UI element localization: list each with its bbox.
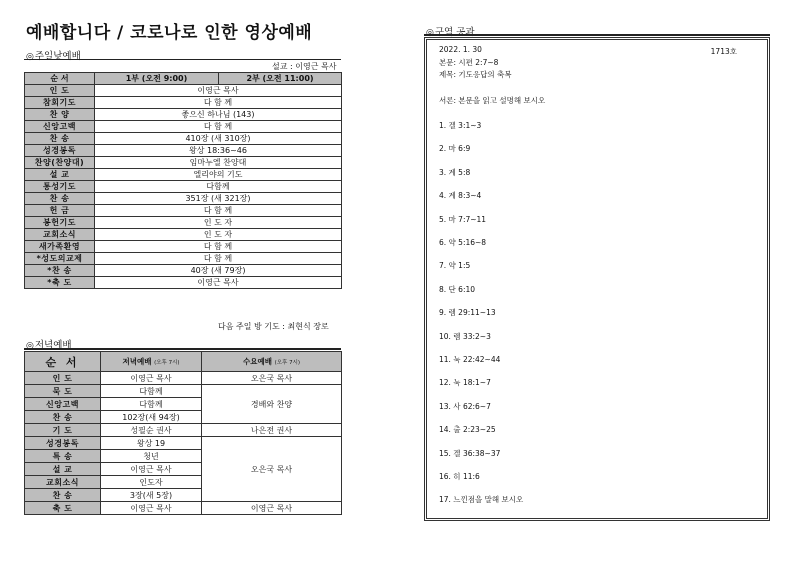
- morning-row: [25, 157, 342, 169]
- circle-bullet-icon: ◎: [426, 28, 434, 38]
- morning-item-value: 410장 (새 310장): [95, 133, 342, 145]
- study-date: 2022. 1. 30: [439, 45, 482, 54]
- morning-row: [25, 133, 342, 145]
- evening-item-label: 축 도: [25, 502, 101, 515]
- morning-row: [25, 241, 342, 253]
- morning-row: [25, 181, 342, 193]
- study-question: 7. 약 1:5: [439, 261, 471, 271]
- morning-divider: [24, 59, 341, 60]
- morning-item-label: 찬 양: [25, 109, 95, 121]
- evening-divider: [24, 348, 341, 350]
- study-question: 12. 눅 18:1~7: [439, 378, 491, 388]
- morning-row: [25, 169, 342, 181]
- wednesday-value: 오은국 목사: [202, 437, 342, 502]
- evening-row: [25, 437, 342, 450]
- study-question: 4. 계 8:3~4: [439, 191, 482, 201]
- study-question: 6. 약 5:16~8: [439, 238, 487, 247]
- morning-item-label: 참회기도: [25, 97, 95, 109]
- study-question: 13. 사 62:6~7: [439, 401, 491, 411]
- morning-item-label: 봉헌기도: [25, 217, 95, 229]
- study-question: 2. 마 6:9: [439, 144, 471, 154]
- morning-item-label: 헌 금: [25, 205, 95, 217]
- study-question: 14. 출 2:23~25: [439, 425, 496, 435]
- wednesday-value: 이영근 목사: [202, 502, 342, 515]
- sunday-evening-value: 다함께: [101, 398, 202, 411]
- evening-item-label: 신앙고백: [25, 398, 101, 411]
- morning-item-label: 신앙고백: [25, 121, 95, 133]
- wednesday-time: (오후 7시): [274, 360, 301, 366]
- evening-item-label: 특 송: [25, 450, 101, 463]
- morning-row: [25, 121, 342, 133]
- wednesday-value: 경배와 찬양: [202, 385, 342, 424]
- morning-section-label: ◎주일낮예배: [26, 51, 81, 62]
- evening-item-label: 찬 송: [25, 411, 101, 424]
- study-question: 9. 렘 29:11~13: [439, 308, 496, 318]
- morning-item-value: 다 함 께: [95, 241, 342, 253]
- morning-item-label: *성도의교제: [25, 253, 95, 265]
- morning-item-value: 다 함 께: [95, 253, 342, 265]
- sunday-evening-title: 저녁예배: [122, 357, 152, 366]
- study-question: 11. 눅 22:42~44: [439, 355, 501, 364]
- evening-item-label: 성경봉독: [25, 437, 101, 450]
- study-question: 1. 겔 3:1~3: [439, 121, 482, 130]
- study-question: 10. 렘 33:2~3: [439, 331, 491, 341]
- study-divider: [424, 34, 770, 36]
- morning-item-label: 통성기도: [25, 181, 95, 193]
- morning-row: [25, 109, 342, 121]
- morning-item-label: 설 교: [25, 169, 95, 181]
- morning-item-label: 찬 송: [25, 133, 95, 145]
- evening-header-sunday: [101, 352, 202, 372]
- sunday-evening-value: 왕상 19: [101, 437, 202, 450]
- morning-row: [25, 205, 342, 217]
- circle-bullet-icon: ◎: [26, 52, 34, 62]
- morning-row: [25, 85, 342, 97]
- evening-header-order: 순 서: [25, 352, 101, 372]
- wednesday-value: 오은국 목사: [202, 372, 342, 385]
- morning-item-label: 교회소식: [25, 229, 95, 241]
- morning-item-label: *축 도: [25, 277, 95, 289]
- sermon-by: 설교 : 이영근 목사: [272, 62, 337, 71]
- morning-item-label: 성경봉독: [25, 145, 95, 157]
- page-title: 예배합니다 / 코로나로 인한 영상예배: [26, 23, 313, 43]
- morning-item-value: 임마누엘 찬양대: [95, 157, 342, 169]
- study-question: 8. 단 6:10: [439, 284, 476, 294]
- morning-row: [25, 277, 342, 289]
- evening-item-label: 찬 송: [25, 489, 101, 502]
- morning-item-label: 찬양(찬양대): [25, 157, 95, 169]
- evening-row: [25, 385, 342, 398]
- morning-item-value: 인 도 자: [95, 229, 342, 241]
- evening-header-wednesday: [202, 352, 342, 372]
- evening-item-label: 기 도: [25, 424, 101, 437]
- evening-row: [25, 424, 342, 437]
- morning-item-value: 엘리야의 기도: [95, 169, 342, 181]
- study-text: 본문: 시편 2:7~8: [439, 58, 499, 67]
- sunday-evening-value: 인도자: [101, 476, 202, 489]
- evening-header-row: [25, 352, 342, 372]
- study-topic: 제목: 기도응답의 축복: [439, 70, 512, 79]
- study-question: 15. 겔 36:38~37: [439, 448, 501, 458]
- morning-row: [25, 253, 342, 265]
- study-section-label: ◎구역 공과: [426, 27, 475, 38]
- morning-item-value: 왕상 18:36~46: [95, 145, 342, 157]
- evening-section-label: ◎저녁예배: [26, 340, 72, 351]
- morning-item-label: 찬 송: [25, 193, 95, 205]
- sunday-evening-value: 102장(새 94장): [101, 411, 202, 424]
- morning-item-value: 다 함 께: [95, 205, 342, 217]
- sunday-evening-value: 이영근 목사: [101, 372, 202, 385]
- morning-row: [25, 229, 342, 241]
- evening-item-label: 묵 도: [25, 385, 101, 398]
- study-intro: 서론: 본문을 읽고 설명해 보시오: [439, 96, 546, 105]
- morning-header-cell: 순 서: [25, 73, 95, 85]
- sunday-evening-time: (오후 7시): [154, 360, 180, 366]
- morning-item-value: 이영근 목사: [95, 277, 342, 289]
- circle-bullet-icon: ◎: [26, 341, 34, 351]
- morning-header-cell: 1부 (오전 9:00): [95, 73, 219, 85]
- sunday-evening-value: 청년: [101, 450, 202, 463]
- sunday-evening-value: 3장(새 5장): [101, 489, 202, 502]
- study-question: 3. 계 5:8: [439, 167, 471, 177]
- morning-item-value: 인 도 자: [95, 217, 342, 229]
- morning-row: [25, 265, 342, 277]
- morning-item-value: 351장 (새 321장): [95, 193, 342, 205]
- morning-item-value: 좋으신 하나님 (143): [95, 109, 342, 121]
- morning-item-value: 이영근 목사: [95, 85, 342, 97]
- morning-item-label: 새가족환영: [25, 241, 95, 253]
- sunday-evening-value: 이영근 목사: [101, 463, 202, 476]
- study-question: 16. 히 11:6: [439, 472, 480, 481]
- morning-item-value: 40장 (새 79장): [95, 265, 342, 277]
- morning-row: [25, 97, 342, 109]
- study-question: 17. 느낀점을 말해 보시오: [439, 495, 524, 505]
- morning-item-label: *찬 송: [25, 265, 95, 277]
- morning-row: [25, 193, 342, 205]
- morning-item-label: 인 도: [25, 85, 95, 97]
- evening-item-label: 인 도: [25, 372, 101, 385]
- next-week-prayer: 다음 주일 방 기도 : 최현식 장로: [218, 322, 329, 331]
- study-question: 5. 마 7:7~11: [439, 214, 487, 224]
- morning-item-value: 다 함 께: [95, 121, 342, 133]
- evening-worship-table: [24, 351, 342, 515]
- morning-header-cell: 2부 (오전 11:00): [219, 73, 342, 85]
- morning-worship-table: [24, 72, 342, 289]
- evening-item-label: 설 교: [25, 463, 101, 476]
- evening-item-label: 교회소식: [25, 476, 101, 489]
- wednesday-title: 수요예배: [242, 357, 272, 366]
- morning-item-value: 다 함 께: [95, 97, 342, 109]
- sunday-evening-value: 성필순 권사: [101, 424, 202, 437]
- evening-row: [25, 372, 342, 385]
- morning-item-value: 다함께: [95, 181, 342, 193]
- morning-header-row: [25, 73, 342, 85]
- sunday-evening-value: 이영근 목사: [101, 502, 202, 515]
- wednesday-value: 나은전 권사: [202, 424, 342, 437]
- morning-row: [25, 217, 342, 229]
- issue-number: 1713호: [710, 47, 737, 56]
- sunday-evening-value: 다함께: [101, 385, 202, 398]
- evening-row: [25, 502, 342, 515]
- morning-row: [25, 145, 342, 157]
- study-box: [424, 37, 770, 521]
